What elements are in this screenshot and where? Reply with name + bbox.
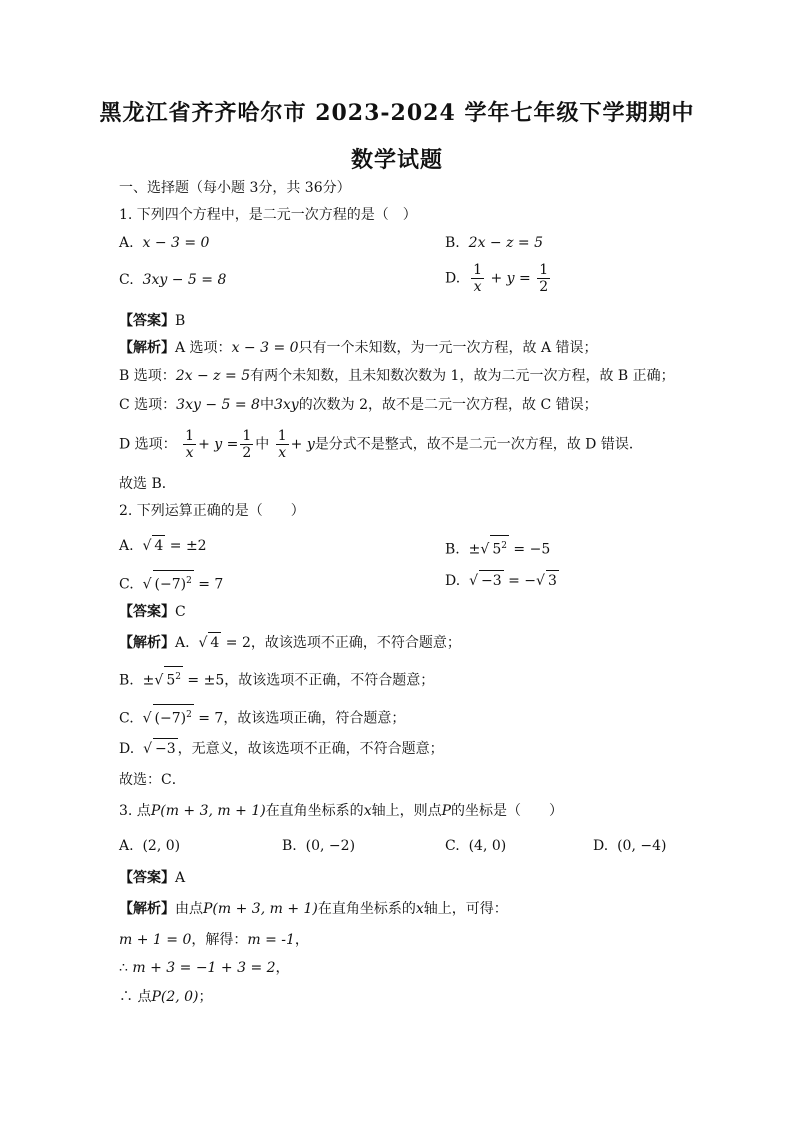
radicand <box>153 704 194 729</box>
math: x <box>415 901 424 917</box>
sqrt-icon: √ <box>480 541 490 558</box>
q2-stem: 2. 下列运算正确的是（ ） <box>119 503 305 519</box>
math: m + 1 = 0 <box>119 932 192 948</box>
analysis-tag: 【解析】 <box>119 340 175 356</box>
math: 2x − z = 5 <box>175 368 251 384</box>
q2-option-d-label: D. <box>445 573 461 589</box>
text: ， <box>275 960 290 976</box>
q3-answer <box>119 868 185 888</box>
text: 中 <box>259 397 274 413</box>
math: x − 3 = 0 <box>231 340 299 356</box>
q3-option-a-label: A. <box>119 838 134 854</box>
q2-analysis-line-1 <box>119 632 461 653</box>
exponent: 2 <box>501 541 507 551</box>
exponent: 2 <box>186 576 192 586</box>
q1-answer <box>119 311 185 331</box>
q2-option-d <box>445 570 559 591</box>
text: ，解得： <box>191 932 248 948</box>
math: (0, −4) <box>617 838 667 854</box>
q1-option-c <box>119 270 226 290</box>
q1-option-b-label: B. <box>445 235 460 251</box>
q2-conclusion: 故选：C． <box>119 772 186 788</box>
q2-option-a <box>119 535 207 556</box>
text: A 选项： <box>175 340 232 356</box>
q1-option-d-frac2: $\frac{1}{2}$ <box>539 262 549 295</box>
q3-analysis-line-4 <box>119 987 213 1007</box>
q2-answer <box>119 602 186 622</box>
math: P <box>441 803 452 819</box>
math: = ±2 <box>169 538 207 554</box>
q2-analysis-line-3 <box>119 704 405 729</box>
sqrt-icon: √ <box>536 573 545 589</box>
math: m = -1 <box>247 932 295 948</box>
text: 轴上，可得： <box>423 901 508 917</box>
text: B 选项： <box>119 368 176 384</box>
math: = 7 <box>198 576 224 593</box>
q3-stem <box>119 801 563 821</box>
text: 有两个未知数，且未知数次数为 1，故为二元一次方程，故 B 正确； <box>250 368 675 384</box>
math: 3xy − 5 = 8 <box>176 397 260 413</box>
q3-option-d <box>593 836 666 856</box>
q1-option-a-math: x − 3 = 0 <box>142 235 210 251</box>
q3-option-c-label: C. <box>445 838 460 854</box>
q1-option-b <box>445 233 543 253</box>
q2-option-c <box>119 570 223 595</box>
q1-option-c-label: C. <box>119 272 134 288</box>
frac: $\frac{1}{x}$ <box>277 428 287 461</box>
answer-tag: 【答案】 <box>119 870 175 886</box>
q1-option-d-mid: + y = <box>490 270 531 287</box>
text: ∴ 点 <box>119 989 152 1005</box>
text: ，无意义，故该选项不正确，不符合题意； <box>177 741 444 757</box>
math: P(m + 3, m + 1) <box>150 803 266 819</box>
radicand <box>490 535 509 560</box>
text: ，故该选项正确，符合题意； <box>223 710 406 727</box>
sqrt-icon: √ <box>469 573 479 589</box>
analysis-tag: 【解析】 <box>119 901 175 917</box>
math: + y = <box>198 436 239 453</box>
base: 5 <box>166 672 176 689</box>
analysis-tag: 【解析】 <box>119 635 175 651</box>
q2-answer-value: C <box>175 604 186 620</box>
radicand: −3 <box>153 738 178 759</box>
text: 在直角坐标系的 <box>265 803 364 819</box>
radicand: −3 <box>479 570 504 591</box>
q3-answer-value: A <box>175 870 186 886</box>
page-subtitle: 数学试题 <box>350 147 443 173</box>
exponent: 2 <box>175 672 181 682</box>
q3-option-b <box>282 836 355 856</box>
q3-option-c <box>445 836 506 856</box>
q1-analysis-line-4 <box>119 428 643 461</box>
q1-option-d-frac1: $\frac{1}{x}$ <box>473 262 483 295</box>
section-heading: 一、选择题（每小题 3分，共 36分） <box>119 180 351 196</box>
math: (2, 0) <box>142 838 181 854</box>
text: ，故该选项不正确，不符合题意； <box>250 635 461 651</box>
math: (4, 0) <box>468 838 507 854</box>
text: ， <box>294 932 309 948</box>
q1-option-a <box>119 233 209 253</box>
text: 只有一个未知数，为一元一次方程，故 A 错误； <box>298 340 598 356</box>
math: = 2 <box>225 635 251 651</box>
q1-option-c-math: 3xy − 5 = 8 <box>142 272 227 288</box>
q1-conclusion: 故选 B． <box>119 476 176 492</box>
exponent: 2 <box>186 710 192 720</box>
therefore-icon: ∴ <box>119 960 128 976</box>
base: (−7) <box>154 576 187 593</box>
text: 的次数为 2，故不是二元一次方程，故 C 错误； <box>298 397 598 413</box>
math: = ±5 <box>187 672 225 689</box>
text: ，故该选项不正确，不符合题意； <box>224 672 435 689</box>
q3-option-a <box>119 836 180 856</box>
math: x <box>363 803 372 819</box>
sqrt-icon: √ <box>142 576 152 593</box>
q1-analysis-line-2 <box>119 366 675 386</box>
sqrt-icon: √ <box>142 710 152 727</box>
q1-answer-value: B <box>175 313 186 329</box>
q2-option-a-label: A. <box>119 538 134 554</box>
sqrt-icon: √ <box>143 741 153 757</box>
text: C 选项： <box>119 397 177 413</box>
text: C. <box>119 710 134 727</box>
text: 中 <box>255 436 270 453</box>
math: 3xy <box>273 397 299 413</box>
q2-analysis-line-4 <box>119 738 444 759</box>
answer-tag: 【答案】 <box>119 604 175 620</box>
math: P(2, 0) <box>151 989 199 1005</box>
base: (−7) <box>154 710 187 727</box>
base: 5 <box>492 541 502 558</box>
q3-analysis-line-2 <box>119 930 309 950</box>
q1-analysis-line-1 <box>119 338 598 358</box>
q3-option-b-label: B. <box>282 838 297 854</box>
q2-option-b-label: B. <box>445 541 460 558</box>
answer-tag: 【答案】 <box>119 313 175 329</box>
math: m + 3 = −1 + 3 = 2 <box>132 960 276 976</box>
text: D. <box>119 741 135 757</box>
q3-option-d-label: D. <box>593 838 609 854</box>
q2-option-c-label: C. <box>119 576 134 593</box>
q3-analysis-line-3 <box>119 958 290 978</box>
radicand <box>153 570 194 595</box>
radicand: 3 <box>546 570 559 591</box>
text: B. <box>119 672 134 689</box>
q2-option-b <box>445 535 550 560</box>
text: 3. 点 <box>119 803 151 819</box>
q1-option-b-math: 2x − z = 5 <box>468 235 544 251</box>
frac: $\frac{1}{2}$ <box>242 428 252 461</box>
page-title: 黑龙江省齐齐哈尔市 2023-2024 学年七年级下学期期中 <box>99 100 695 126</box>
math: P(m + 3, m + 1) <box>203 901 318 917</box>
math: = − <box>508 573 537 589</box>
q1-analysis-line-3 <box>119 395 598 415</box>
frac: $\frac{1}{x}$ <box>185 428 195 461</box>
sqrt-icon: √ <box>154 672 164 689</box>
math: = −5 <box>513 541 551 558</box>
text: 的坐标是（ ） <box>451 803 564 819</box>
q1-option-d-label: D. <box>445 270 461 287</box>
q2-analysis-line-2 <box>119 666 434 691</box>
radicand: 4 <box>208 632 221 653</box>
text: A. <box>175 635 190 651</box>
q1-stem: 1. 下列四个方程中，是二元一次方程的是（ ） <box>119 207 417 223</box>
radicand: 4 <box>152 535 165 556</box>
text: 在直角坐标系的 <box>317 901 416 917</box>
math: (0, −2) <box>305 838 356 854</box>
math: = 7 <box>198 710 224 727</box>
radicand <box>164 666 183 691</box>
sqrt-icon: √ <box>142 538 152 554</box>
q1-option-d <box>445 262 552 295</box>
text: ； <box>198 989 213 1005</box>
q3-analysis-line-1 <box>119 899 508 919</box>
text: 由点 <box>175 901 203 917</box>
text: D 选项： <box>119 436 177 453</box>
math: ± <box>142 672 155 689</box>
sqrt-icon: √ <box>198 635 208 651</box>
q1-option-a-label: A. <box>119 235 134 251</box>
text: 轴上，则点 <box>371 803 442 819</box>
math: ± <box>468 541 481 558</box>
text: 是分式不是整式，故不是二元一次方程，故 D 错误． <box>314 436 643 453</box>
math: + y <box>290 436 315 453</box>
